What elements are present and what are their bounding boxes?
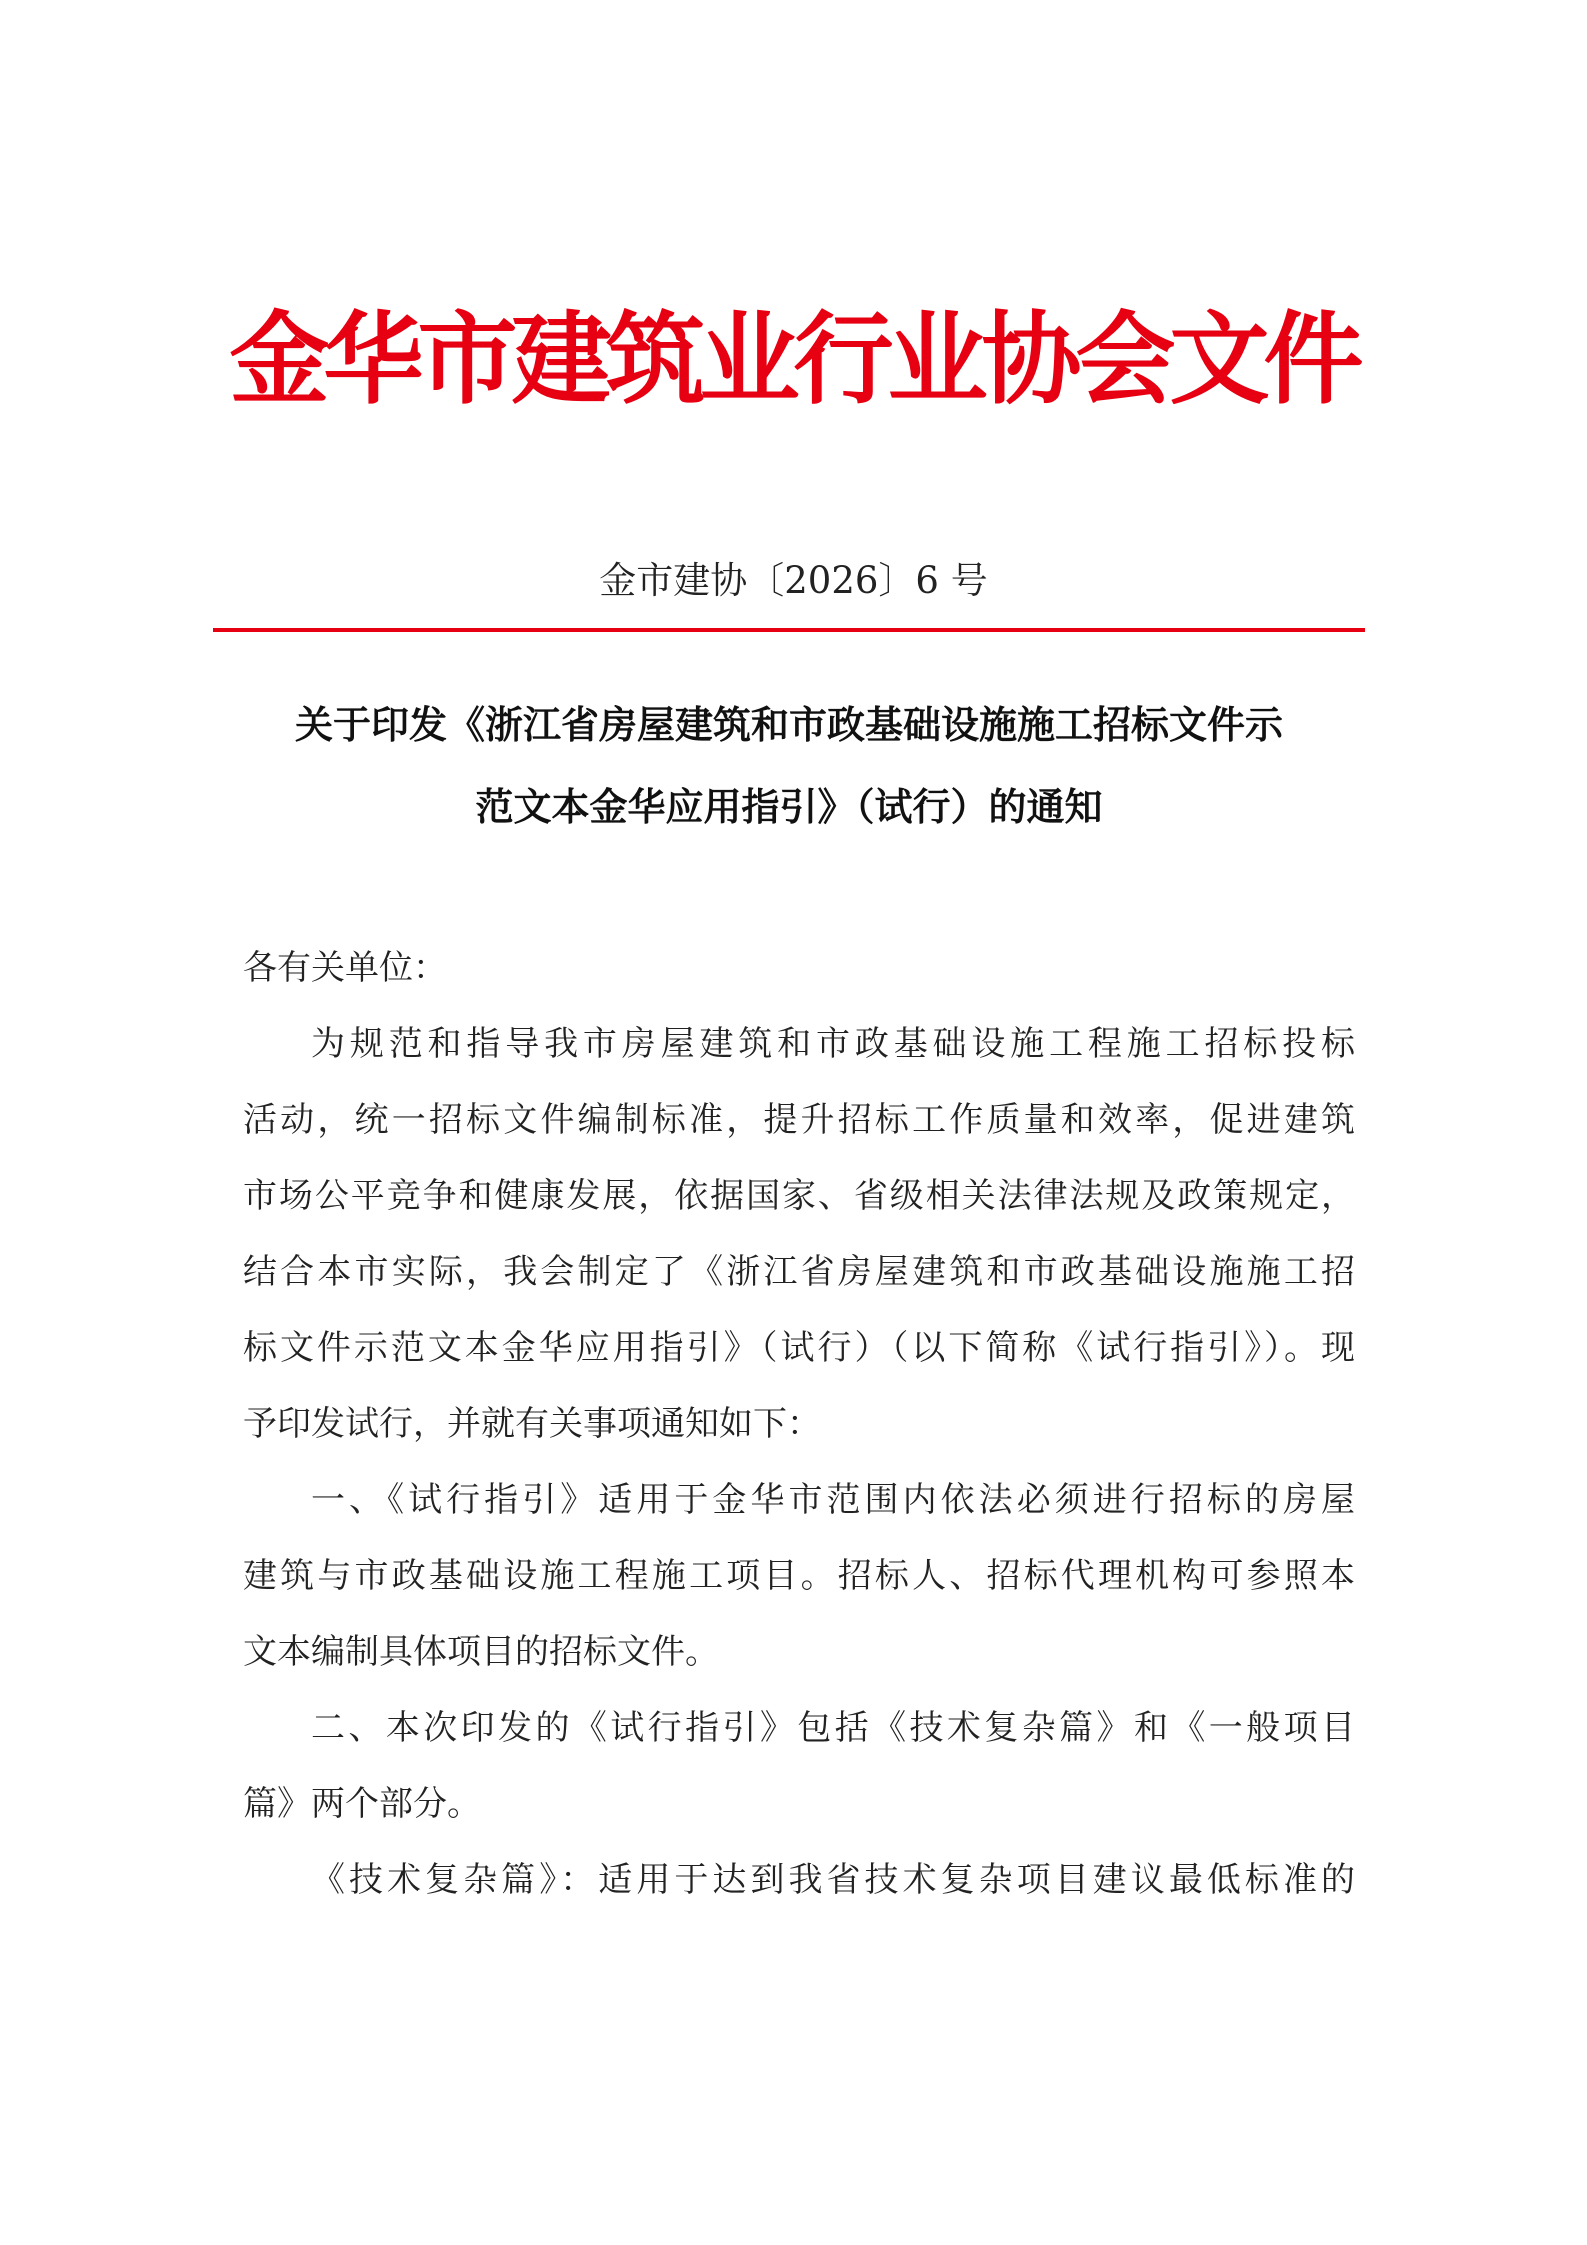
notice-title-line-1: 关于印发《浙江省房屋建筑和市政基础设施施工招标文件示 xyxy=(294,703,1283,747)
paragraph-line: 篇》两个部分。 xyxy=(243,1784,481,1824)
paragraph-item-2 xyxy=(243,1690,1355,1842)
red-divider-line xyxy=(213,628,1365,632)
masthead-title: 金华市建筑业行业协会文件 xyxy=(229,301,1358,418)
salutation: 各有关单位： xyxy=(243,948,447,988)
paragraph-line: 一、《试行指引》适用于金华市范围内依法必须进行招标的房屋 xyxy=(311,1480,1355,1520)
paragraph-line: 予印发试行，并就有关事项通知如下： xyxy=(243,1404,821,1444)
paragraph-technical-complex xyxy=(243,1842,1355,1918)
notice-title xyxy=(213,684,1365,848)
notice-body xyxy=(243,930,1355,1918)
paragraph-line: 标文件示范文本金华应用指引》（试行）（以下简称《试行指引》）。现 xyxy=(243,1328,1355,1368)
paragraph-line: 为规范和指导我市房屋建筑和市政基础设施工程施工招标投标 xyxy=(311,1024,1355,1064)
notice-title-line-2: 范文本金华应用指引》（试行）的通知 xyxy=(475,785,1103,829)
document-number: 金市建协〔2026〕6 号 xyxy=(599,559,988,602)
paragraph-line: 二、本次印发的《试行指引》包括《技术复杂篇》和《一般项目 xyxy=(311,1708,1355,1748)
paragraph-line: 建筑与市政基础设施工程施工项目。招标人、招标代理机构可参照本 xyxy=(243,1556,1355,1596)
paragraph-line: 结合本市实际，我会制定了《浙江省房屋建筑和市政基础设施施工招 xyxy=(243,1252,1355,1292)
paragraph-line: 文本编制具体项目的招标文件。 xyxy=(243,1632,719,1672)
paragraph-item-1 xyxy=(243,1462,1355,1690)
paragraph-intro xyxy=(243,1006,1355,1462)
paragraph-line: 《技术复杂篇》：适用于达到我省技术复杂项目建议最低标准的 xyxy=(311,1860,1355,1900)
paragraph-line: 活动，统一招标文件编制标准，提升招标工作质量和效率，促进建筑 xyxy=(243,1100,1355,1140)
paragraph-line: 市场公平竞争和健康发展，依据国家、省级相关法律法规及政策规定， xyxy=(243,1176,1355,1216)
